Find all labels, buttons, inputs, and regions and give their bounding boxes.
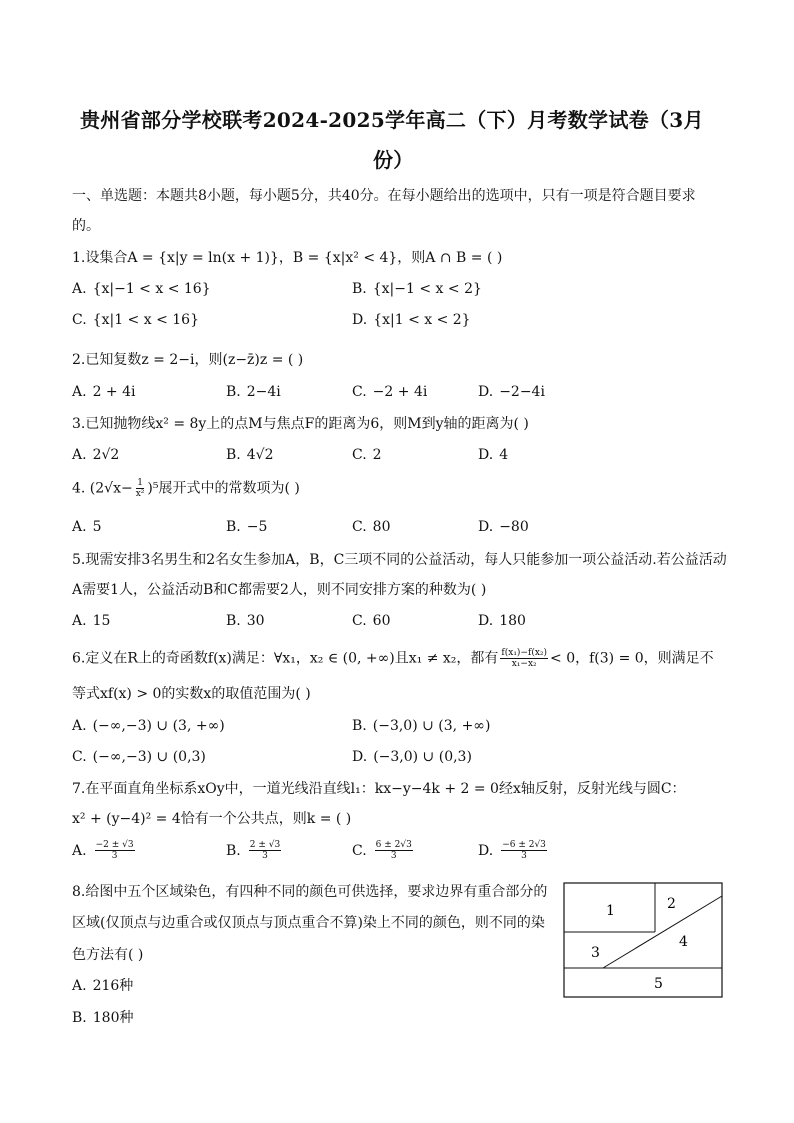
fraction (95, 840, 135, 861)
question-4-stem (72, 478, 300, 499)
fraction-denominator: 3 (262, 851, 268, 861)
option-label: C. (352, 842, 367, 859)
question-3-option-a (72, 445, 119, 465)
option-label: D. (478, 613, 494, 629)
option-text: −2−4i (499, 384, 545, 400)
fraction-numerator: 2 ± √3 (249, 840, 281, 850)
option-text: (−∞,−3) ∪ (0,3) (92, 749, 206, 765)
question-1-option-d (352, 310, 471, 330)
option-text: (−3,0) ∪ (0,3) (373, 749, 472, 765)
option-text: 216种 (92, 978, 134, 994)
option-label: B. (72, 1010, 87, 1026)
question-5-option-d (478, 611, 526, 631)
question-4-option-d (478, 517, 529, 537)
region-label-3: 3 (591, 945, 600, 961)
option-label: D. (478, 519, 494, 535)
fraction-denominator: x² (135, 489, 145, 499)
region-label-2: 2 (667, 896, 676, 912)
option-text: 4 (499, 447, 509, 463)
question-3-stem: 3.已知抛物线x² = 8y上的点M与焦点F的距离为6，则M到y轴的距离为( ) (72, 416, 529, 432)
question-7-option-d (478, 840, 549, 861)
option-label: A. (72, 519, 87, 535)
option-label: B. (226, 447, 241, 463)
option-text: 2 (372, 447, 382, 463)
question-8-stem-line3: 色方法有( ) (72, 947, 144, 963)
option-label: A. (72, 384, 87, 400)
option-label: C. (72, 749, 87, 765)
question-6-stem-suffix: < 0，f(3) = 0，则满足不 (550, 650, 714, 667)
option-text: 15 (92, 613, 111, 629)
question-5-option-c (352, 611, 391, 631)
fraction (501, 840, 547, 861)
question-6-stem-line1 (72, 648, 714, 669)
question-5-stem-line1: 5.现需安排3名男生和2名女生参加A，B，C三项不同的公益活动，每人只能参加一项公益活动.若公益活动 (72, 552, 727, 568)
question-6-option-d (352, 747, 472, 767)
option-text: −5 (246, 519, 268, 535)
option-label: C. (352, 447, 367, 463)
option-label: A. (72, 613, 87, 629)
option-text: 30 (246, 613, 265, 629)
option-label: B. (226, 613, 241, 629)
option-text: (−3,0) ∪ (3, +∞) (372, 718, 491, 734)
question-6-stem-line2: 等式xf(x) > 0的实数x的取值范围为( ) (72, 686, 311, 702)
option-label: A. (72, 447, 87, 463)
option-label: B. (352, 718, 367, 734)
fraction-numerator: f(x₁)−f(x₂) (501, 648, 548, 658)
option-text: {x|−1 < x < 2} (372, 281, 482, 297)
fraction-numerator: −6 ± 2√3 (502, 840, 546, 850)
option-text: 2−4i (246, 384, 281, 400)
question-6-stem-prefix: 6.定义在R上的奇函数f(x)满足：∀x₁，x₂ ∈ (0, +∞)且x₁ ≠ x₂，都有 (72, 650, 499, 667)
option-text: −80 (499, 519, 529, 535)
region-label-4: 4 (679, 934, 688, 950)
question-6-option-c (72, 747, 206, 767)
question-8-stem-line2: 区域(仅顶点与边重合或仅顶点与顶点重合不算)染上不同的颜色，则不同的染 (72, 915, 545, 931)
question-2-option-a (72, 382, 136, 402)
option-text: {x|−1 < x < 16} (92, 281, 211, 297)
question-8-option-b (72, 1008, 133, 1028)
option-text: 5 (92, 519, 102, 535)
question-1-option-a (72, 279, 211, 299)
option-label: C. (352, 613, 367, 629)
option-label: D. (478, 447, 494, 463)
fraction (249, 840, 281, 861)
question-3-option-b (226, 445, 274, 465)
option-label: B. (226, 384, 241, 400)
option-text: {x|1 < x < 2} (373, 312, 471, 328)
coloring-regions-diagram (563, 882, 723, 998)
option-label: C. (72, 312, 87, 328)
option-text: 60 (372, 613, 391, 629)
question-1-option-c (72, 310, 199, 330)
fraction-denominator: 3 (390, 851, 397, 861)
question-7-option-b (226, 840, 283, 861)
fraction-denominator: 3 (521, 851, 527, 861)
question-5-option-b (226, 611, 265, 631)
question-7-option-c (352, 840, 415, 861)
option-label: C. (352, 384, 367, 400)
question-4-stem-prefix: 4. (2√x− (72, 480, 133, 497)
option-text: 180种 (92, 1010, 134, 1026)
diagram-border (564, 883, 722, 997)
region-label-5: 5 (654, 976, 663, 992)
fraction-denominator: x₁−x₂ (511, 659, 537, 669)
section-header-line1: 一、单选题：本题共8小题，每小题5分，共40分。在每小题给出的选项中，只有一项是符合题目要求 (72, 188, 696, 204)
option-label: B. (352, 281, 367, 297)
question-4-option-b (226, 517, 267, 537)
exam-title-line2: 份） (373, 148, 414, 172)
option-label: B. (226, 842, 241, 859)
option-label: D. (352, 749, 368, 765)
fraction-numerator: 1 (137, 478, 143, 488)
exam-title-line1: 贵州省部分学校联考2024-2025学年高二（下）月考数学试卷（3月 (80, 108, 704, 132)
question-6-option-b (352, 716, 490, 736)
question-8-option-a (72, 976, 133, 996)
question-7-stem-line2: x² + (y−4)² = 4恰有一个公共点，则k = ( ) (72, 811, 352, 827)
region-label-1: 1 (606, 903, 615, 919)
option-label: C. (352, 519, 367, 535)
fraction-numerator: 6 ± 2√3 (375, 840, 412, 850)
option-label: A. (72, 281, 87, 297)
question-2-stem: 2.已知复数z = 2−i，则(z−z̄)z = ( ) (72, 352, 304, 368)
option-text: 180 (499, 613, 526, 629)
option-label: D. (478, 384, 494, 400)
fraction (375, 840, 413, 861)
option-label: D. (352, 312, 368, 328)
question-5-option-a (72, 611, 110, 631)
question-4-stem-suffix: )⁵展开式中的常数项为( ) (147, 480, 300, 497)
question-1-stem: 1.设集合A = {x|y = ln(x + 1)}，B = {x|x² < 4}，则A ∩ B = ( ) (72, 250, 503, 266)
question-4-option-a (72, 517, 101, 537)
question-2-option-b (226, 382, 281, 402)
question-4-option-c (352, 517, 391, 537)
question-3-option-d (478, 445, 508, 465)
fraction (135, 478, 146, 499)
option-label: A. (72, 718, 87, 734)
option-text: {x|1 < x < 16} (92, 312, 199, 328)
question-2-option-c (352, 382, 427, 402)
option-label: B. (226, 519, 241, 535)
option-text: (−∞,−3) ∪ (3, +∞) (92, 718, 225, 734)
option-text: 4√2 (246, 447, 274, 463)
question-1-option-b (352, 279, 482, 299)
section-header-line2: 的。 (72, 218, 100, 234)
question-7-stem-line1: 7.在平面直角坐标系xOy中，一道光线沿直线l₁：kx−y−4k + 2 = 0经x轴反射，反射光线与圆C： (72, 781, 686, 797)
question-2-option-d (478, 382, 545, 402)
fraction (500, 648, 548, 669)
option-label: A. (72, 842, 87, 859)
option-label: D. (478, 842, 494, 859)
option-label: A. (72, 978, 87, 994)
question-6-option-a (72, 716, 225, 736)
question-5-stem-line2: A需要1人，公益活动B和C都需要2人，则不同安排方案的种数为( ) (72, 582, 487, 598)
option-text: 2 + 4i (92, 384, 136, 400)
fraction-numerator: −2 ± √3 (95, 840, 134, 850)
fraction-denominator: 3 (111, 851, 118, 861)
question-7-option-a (72, 840, 137, 861)
option-text: 80 (372, 519, 391, 535)
option-text: 2√2 (92, 447, 120, 463)
question-3-option-c (352, 445, 382, 465)
question-8-stem-line1: 8.给图中五个区域染色，有四种不同的颜色可供选择，要求边界有重合部分的 (72, 884, 548, 900)
option-text: −2 + 4i (372, 384, 428, 400)
